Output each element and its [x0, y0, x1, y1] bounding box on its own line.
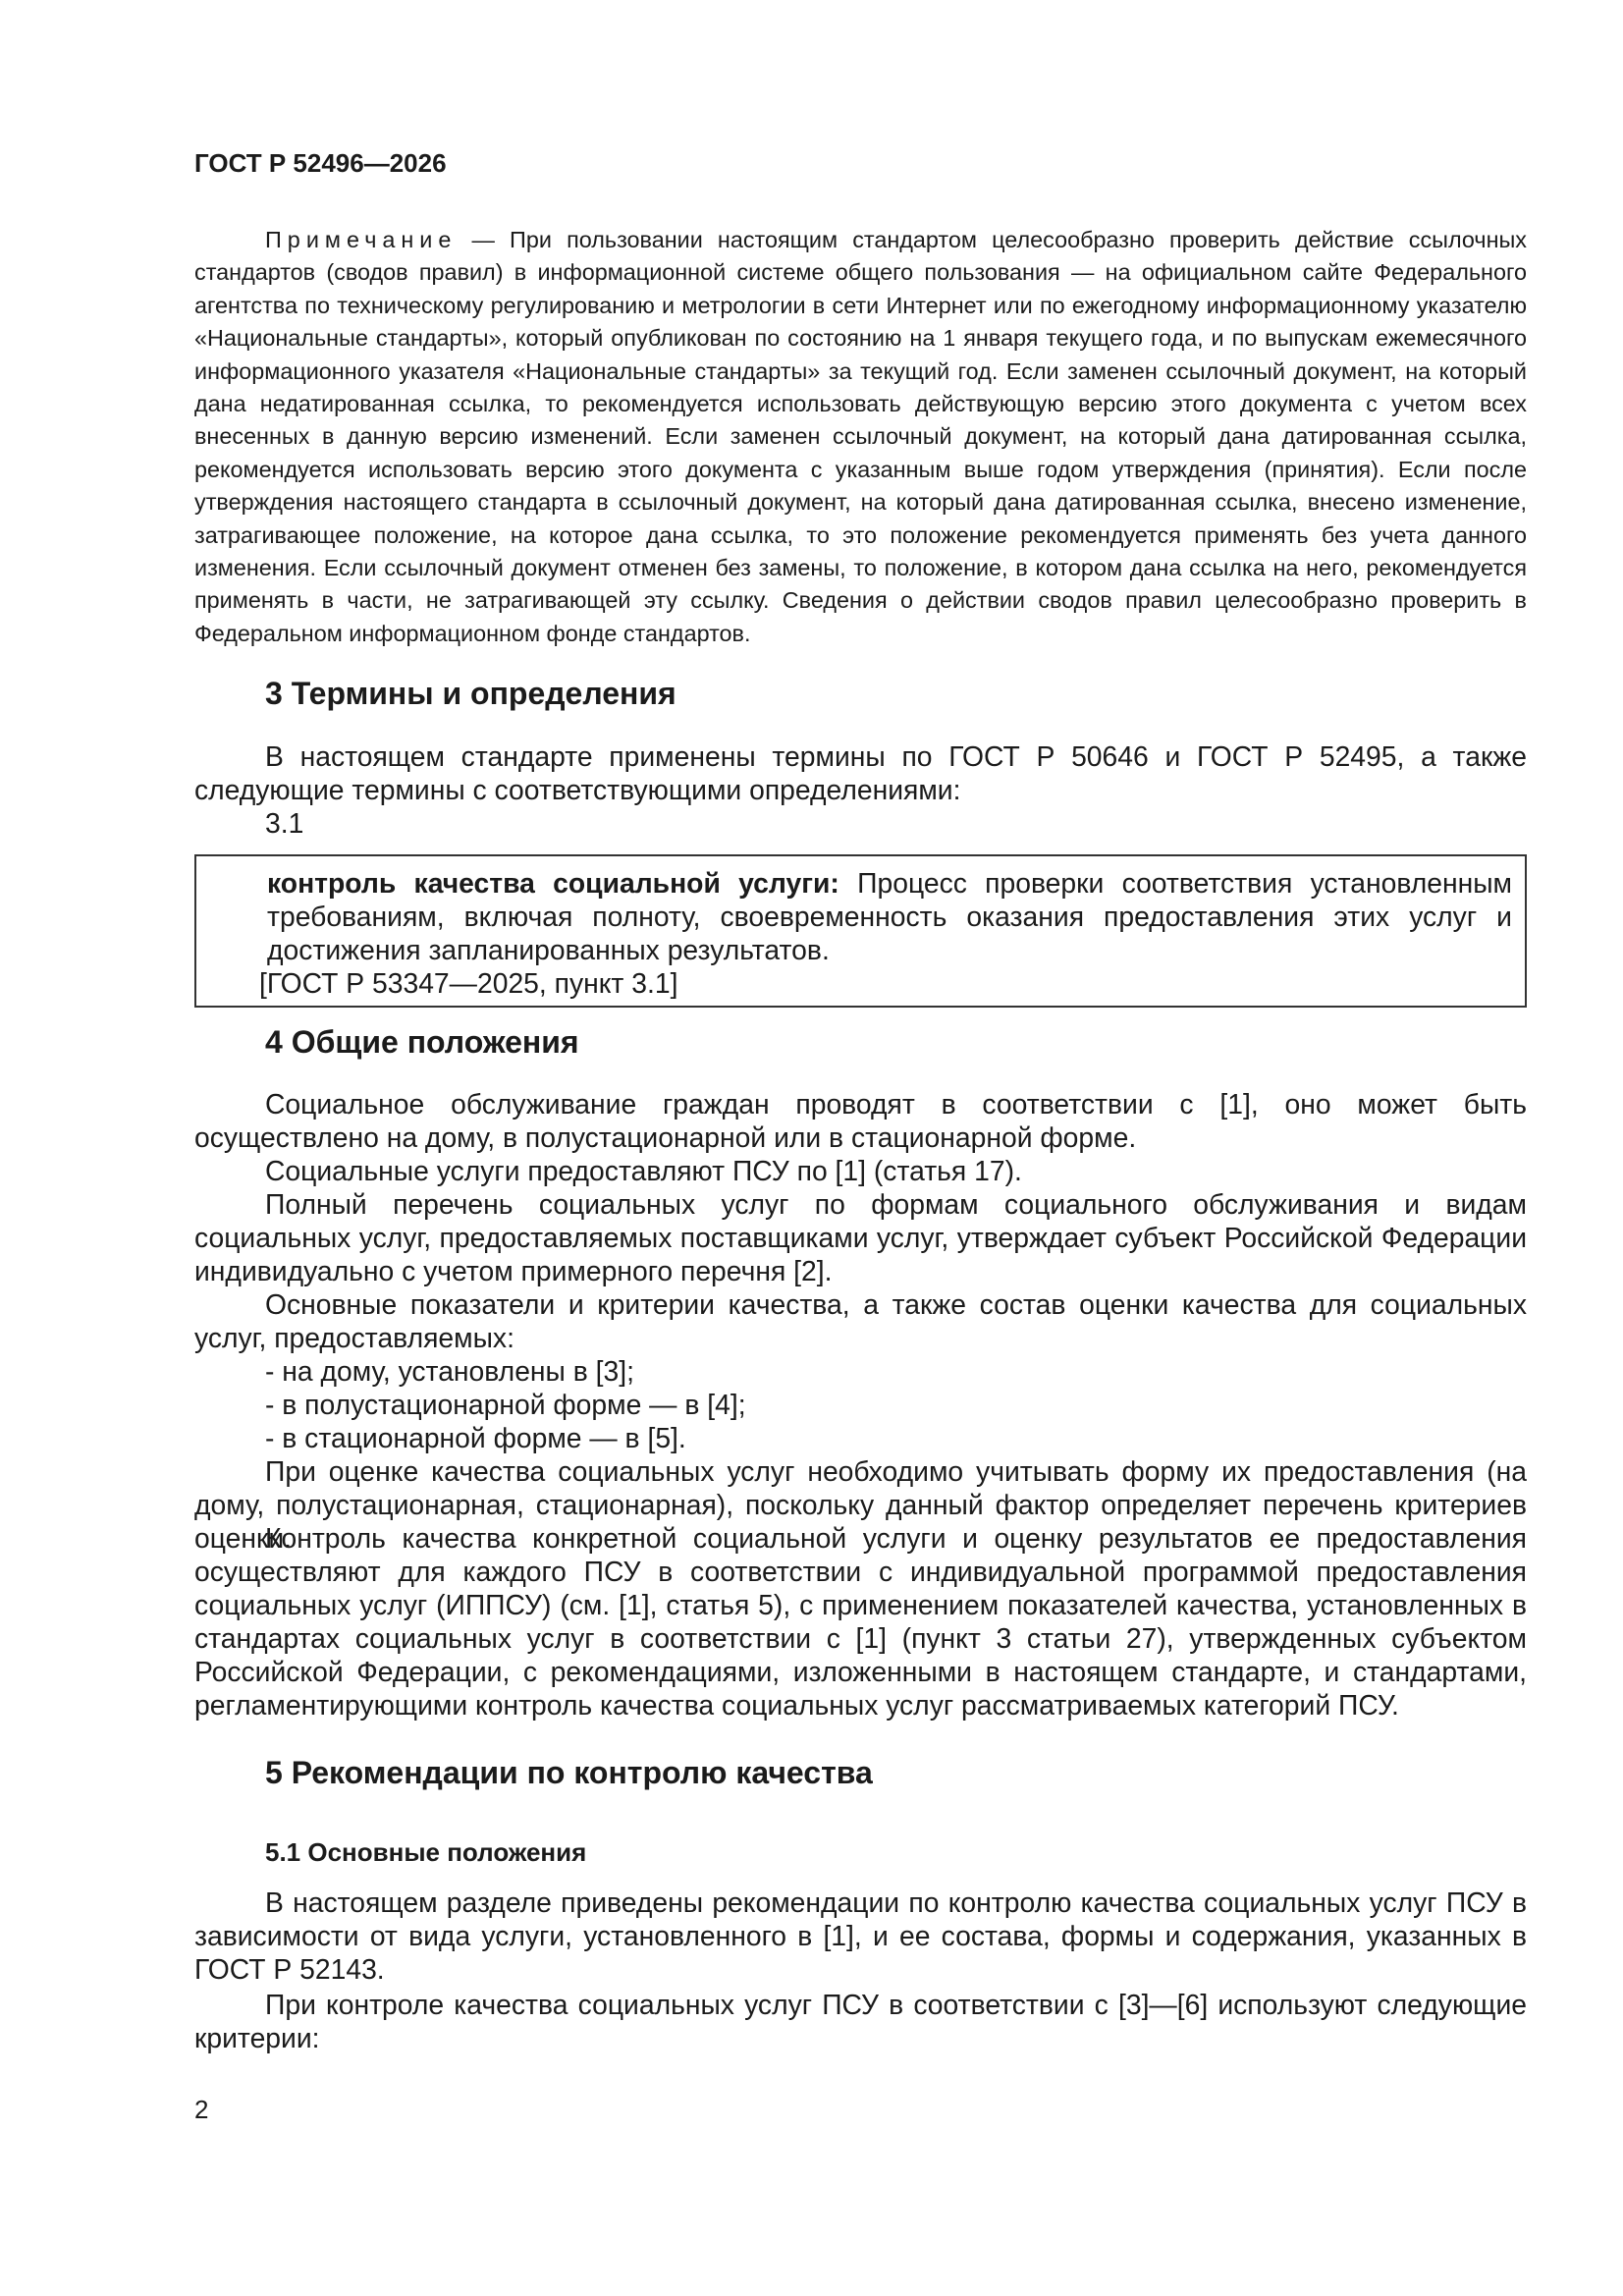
page-number: 2 [194, 2095, 209, 2124]
list-item: - в стационарной форме — в [5]. [265, 1422, 686, 1453]
section-4-paragraph-1: Социальное обслуживание граждан проводят в соответствии с [1], оно может быть осуществлено на дому, в полустационарной или в стационарной форме. [194, 1088, 1527, 1153]
term-definition-text: Процесс проверки соответствия установленным требованиям, включая полноту, своевременность оказания предоставления этих услуг и достижения запланированных результатов. [267, 867, 1512, 965]
section-4-heading: 4 Общие положения [265, 1024, 579, 1060]
term-definition [267, 866, 1512, 966]
subsection-5-1-heading: 5.1 Основные положения [265, 1837, 587, 1867]
section-4-paragraph-6: Контроль качества конкретной социальной услуги и оценку результатов ее предоставления осуществляют для каждого ПСУ в соответствии с индивидуальной программой предоставления социальных услуг (ИППСУ) (см. [1], статья 5), с применением показателей качества, установленных в стандартах социальных услуг в соответствии с [1] (пункт 3 статьи 27), утвержденных субъектом Российской Федерации, с рекомендациями, изложенными в настоящем стандарте, и стандартами, регламентирующими контроль качества социальных услуг рассматриваемых категорий ПСУ. [194, 1522, 1527, 1721]
section-4-paragraph-4: Основные показатели и критерии качества, а также состав оценки качества для социальных услуг, предоставляемых: [194, 1288, 1527, 1353]
reference-note [194, 224, 1527, 650]
term-name: контроль качества социальной услуги: [267, 867, 839, 899]
term-number: 3.1 [265, 807, 304, 839]
list-item: - на дому, установлены в [3]; [265, 1355, 634, 1387]
term-definition-box [194, 854, 1527, 1008]
section-3-heading: 3 Термины и определения [265, 676, 676, 711]
section-4-paragraph-3: Полный перечень социальных услуг по формам социального обслуживания и видам социальных услуг, предоставляемых поставщиками услуг, утверждает субъект Российской Федерации индивидуально с учетом примерного перечня [2]. [194, 1188, 1527, 1286]
form-list [194, 1354, 1527, 1454]
document-page [194, 0, 1527, 2296]
section-4-paragraph-2: Социальные услуги предоставляют ПСУ по [1] (статья 17). [265, 1155, 1022, 1186]
term-source: [ГОСТ Р 53347—2025, пункт 3.1] [259, 967, 678, 999]
section-4-paragraph-5: При оценке качества социальных услуг необходимо учитывать форму их предоставления (на дому, полустационарная, стационарная), поскольку данный фактор определяет перечень критериев оценки. [194, 1455, 1527, 1554]
section-5-heading: 5 Рекомендации по контролю качества [265, 1755, 873, 1790]
section-5-paragraph-1: В настоящем разделе приведены рекомендации по контролю качества социальных услуг ПСУ в зависимости от вида услуги, установленного в [1], и ее состава, формы и содержания, указанных в ГОСТ Р 52143. [194, 1886, 1527, 1985]
document-code: ГОСТ Р 52496—2026 [194, 148, 447, 178]
section-5-paragraph-2: При контроле качества социальных услуг ПСУ в соответствии с [3]—[6] используют следующие критерии: [194, 1989, 1527, 2053]
list-item: - в полустационарной форме — в [4]; [265, 1389, 746, 1420]
section-3-intro: В настоящем стандарте применены термины по ГОСТ Р 50646 и ГОСТ Р 52495, а также следующие термины с соответствующими определениями: [194, 740, 1527, 805]
note-text: — При пользовании настоящим стандартом целесообразно проверить действие ссылочных стандартов (сводов правил) в информационной системе общего пользования — на официальном сайте Федерального агентства по техническому регулированию и метрологии в сети Интернет или по ежегодному информационному указателю «Национальные стандарты», который опубликован по состоянию на 1 января текущего года, и по выпускам ежемесячного информационного указателя «Национальные стандарты» за текущий год. Если заменен ссылочный документ, на который дана недатированная ссылка, то рекомендуется использовать действующую версию этого документа с учетом всех внесенных в данную версию изменений. Если заменен ссылочный документ, на который дана датированная ссылка, рекомендуется использовать версию этого документа с указанным выше годом утверждения (принятия). Если после утверждения настоящего стандарта в ссылочный документ, на который дана датированная ссылка, внесено изменение, затрагивающее положение, на которое дана ссылка, то это положение рекомендуется применять без учета данного изменения. Если ссылочный документ отменен без замены, то положение, в котором дана ссылка на него, рекомендуется применять в части, не затрагивающей эту ссылку. Сведения о действии сводов правил целесообразно проверить в Федеральном информационном фонде стандартов. [194, 227, 1527, 646]
note-label: Примечание [265, 227, 458, 252]
